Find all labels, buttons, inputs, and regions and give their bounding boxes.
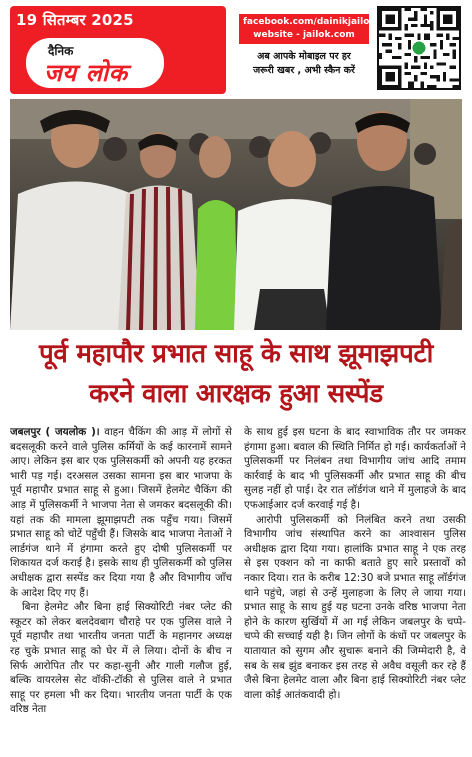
newspaper-header (0, 0, 472, 96)
news-photo (10, 99, 462, 330)
article-body (10, 425, 466, 753)
logo-subtitle: दैनिक (48, 44, 74, 58)
facebook-link[interactable]: facebook.com/dainikjailok (243, 17, 376, 27)
qr-code-icon[interactable] (377, 6, 461, 90)
contact-info (239, 14, 376, 78)
issue-date: 19 सितम्बर 2025 (16, 11, 134, 29)
paragraph-text: वाहन चैकिंग की आड़ में लोगों से बदसलूकी करने वाले पुलिस कर्मियों के कई कारनामें सामने आए। लेकिन इस बार एक पुलिसकर्मी को अपनी यह हरकत भारी पड़ गई। दरअसल उसका सामना इस बार भाजपा के पूर्व महापौर प्रभात साहू से हुआ। जिसमें हेलमेट चैकिंग की आड़ में पुलिसकर्मी ने भाजपा नेता से जमकर बदसलूकी की। यहां तक की मामला झूमाझपटी तक पहुँच गया। जिसमें प्रभात साहू को चोटें पहुँची हैं। जिसके बाद भाजपा नेताओं ने लार्डगंज थाने में हंगामा करते हुए दोषी पुलिसकर्मी पर शिकायत दर्ज कराई है। इसके साथ ही पुलिसकर्मी को पुलिस अधीक्षक द्वारा सस्पेंड कर दिया गया है और विभागीय जाँच के आदेश दिए गए हैं। (10, 426, 232, 599)
scan-line-1: अब आपके मोबाइल पर हर (257, 51, 351, 62)
headline (6, 334, 466, 414)
headline-line-1: पूर्व महापौर प्रभात साहू के साथ झूमाझपटी (38, 339, 434, 369)
website-link[interactable]: website - jailok.com (253, 30, 355, 40)
social-links-box (239, 14, 376, 44)
masthead (10, 6, 226, 94)
article-column-right (244, 425, 466, 753)
article-paragraph (10, 425, 232, 600)
dateline: जबलपुर ( जयलोक )। (10, 426, 100, 438)
article-paragraph: बिना हेलमेट और बिना हाई सिक्योरिटी नंबर प्लेट की स्कूटर को लेकर बलदेवबाग चौराहे पर एक पुलिस वाले ने पूर्व महापौर तथा भारतीय जनता पार्टी के महानगर अध्यक्ष रह चुके प्रभात साहू को घेर में ले लिया। दोनों के बीच न सिर्फ आरोपित तौर पर कहा-सुनी और गाली गलौज हुई, बल्कि वायरलेस सेट वॉकी-टॉकी से पुलिस वाले ने प्रभात साहू पर हमला भी कर दिया। भारतीय जनता पार्टी के एक वरिष्ठ नेता (10, 601, 232, 716)
logo-title: जय लोक (44, 58, 128, 87)
scan-line-2: जरूरी खबर , अभी स्कैन करें (253, 65, 355, 76)
article-paragraph: के साथ हुई इस घटना के बाद स्वाभाविक तौर पर जमकर हंगामा हुआ। बवाल की स्थिति निर्मित हो गई। कार्यकर्ताओं ने पुलिसकर्मी पर निलंबन तथा विभागीय जांच आदि तमाम कार्रवाई के बाद भी पुलिसकर्मी और प्रभात साहू की बीच सुलह नहीं हो पाई। देर रात लॉर्डगंज थाने में मुलाहजे के बाद एफआईआर दर्ज करवाई गई है। (244, 426, 466, 511)
article-paragraph: आरोपी पुलिसकर्मी को निलंबित करने तथा उसकी विभागीय जांच संस्थापित करने का आश्वासन पुलिस अधीक्षक द्वारा दिया गया। हालांकि प्रभात साहू ने एक तरह से इस एक्शन को ना काफी बताते हुए सारे प्रस्तावों को नकार दिया। रात के करीब 12:30 बजे प्रभात साहू लॉर्डगंज थाने पहुंचे, जहां से उन्हें मुलाहजा के लिए ले जाया गया। प्रभात साहू के साथ हुई यह घटना उनके वरिष्ठ भाजपा नेता होने के कारण सुर्खियों में आ गई लेकिन जबलपुर के चप्पे-चप्पे की सच्चाई यही है। जिन लोगों के कंधों पर जबलपुर के यातायात को सुगम और सुचारू बनाने की जिम्मेदारी है, वे सब के सब झुंड बनाकर इस तरह से अवैध वसूली कर रहे हैं जैसे बिना हेलमेट वाला और बिना हाई सिक्योरिटी नंबर प्लेट वाला कोई आतंकवादी हो। (244, 513, 466, 701)
newspaper-logo[interactable] (26, 38, 164, 88)
article-column-left (10, 425, 232, 753)
scan-prompt (239, 50, 369, 78)
headline-line-2: करने वाला आरक्षक हुआ सस्पेंड (89, 379, 383, 409)
